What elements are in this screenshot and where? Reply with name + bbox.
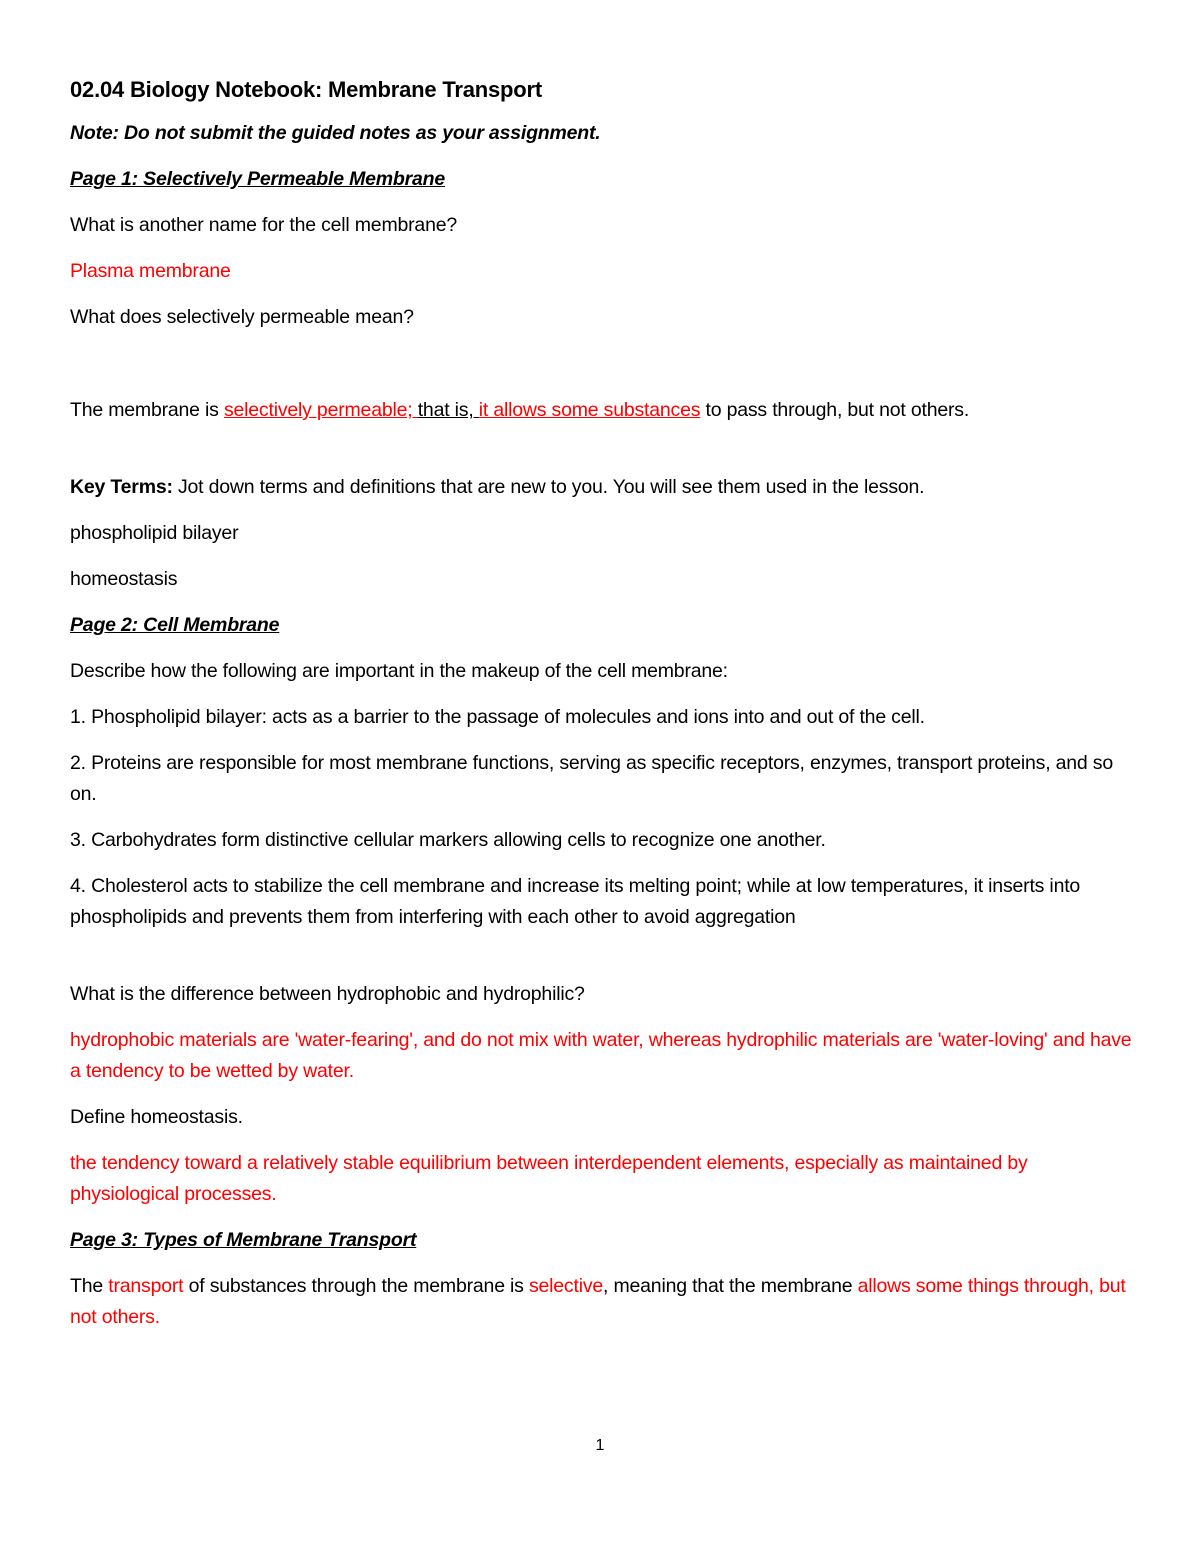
- question-selectively-permeable: What does selectively permeable mean?: [70, 306, 414, 328]
- membrane-transport-sentence: [70, 1271, 1132, 1333]
- question-hydrophobic-hydrophilic: What is the difference between hydrophobic and hydrophilic?: [70, 983, 585, 1005]
- list-item: 1. Phospholipid bilayer: acts as a barrier to the passage of molecules and ions into and out of the cell.: [70, 706, 925, 728]
- key-terms-label: Key Terms:: [70, 476, 173, 498]
- answer-cell-membrane-name: Plasma membrane: [70, 260, 231, 282]
- answer-blank: selectively permeable;: [223, 399, 418, 421]
- question-cell-membrane-name: What is another name for the cell membrane?: [70, 214, 458, 236]
- key-terms-paragraph: [70, 472, 1132, 503]
- sentence-text: of substances through the membrane is: [183, 1275, 529, 1297]
- list-item: 3. Carbohydrates form distinctive cellular markers allowing cells to recognize one another.: [70, 829, 826, 851]
- list-item: 4. Cholesterol acts to stabilize the cell membrane and increase its melting point; while at low temperatures, it inserts into phospholipids and prevents them from interfering with each other to avoid aggregation: [70, 875, 1081, 928]
- section-heading-page-3: Page 3: Types of Membrane Transport: [70, 1229, 417, 1251]
- membrane-makeup-prompt: Describe how the following are important in the makeup of the cell membrane:: [70, 660, 728, 682]
- key-term-item: homeostasis: [70, 568, 178, 590]
- note-text: Note: Do not submit the guided notes as your assignment.: [70, 122, 601, 144]
- selectively-permeable-sentence: [70, 395, 1132, 426]
- answer-blank: allows some things through, but not others.: [70, 1275, 1126, 1328]
- answer-define-homeostasis: the tendency toward a relatively stable equilibrium between interdependent elements, especially as maintained by physiological processes.: [70, 1152, 1028, 1205]
- answer-blank: selective: [528, 1275, 604, 1297]
- section-heading-page-1: Page 1: Selectively Permeable Membrane: [70, 168, 446, 190]
- sentence-text: to pass through, but not others.: [700, 399, 970, 421]
- answer-blank: it allows some substances: [478, 399, 701, 421]
- key-term-item: phospholipid bilayer: [70, 522, 239, 544]
- section-heading-page-2: Page 2: Cell Membrane: [70, 614, 280, 636]
- key-terms-instructions: Jot down terms and definitions that are new to you. You will see them used in the lesson.: [172, 476, 925, 498]
- answer-blank: transport: [108, 1275, 184, 1297]
- sentence-text: The: [70, 1275, 109, 1297]
- list-item: 2. Proteins are responsible for most membrane functions, serving as specific receptors, enzymes, transport proteins, and so on.: [70, 752, 1113, 805]
- document-title: 02.04 Biology Notebook: Membrane Transport: [70, 77, 543, 102]
- document-page: [70, 74, 1132, 1348]
- answer-hydrophobic-hydrophilic: hydrophobic materials are 'water-fearing', and do not mix with water, whereas hydrophilic materials are 'water-loving' and have a tendency to be wetted by water.: [70, 1029, 1132, 1082]
- page-number: 1: [595, 1437, 605, 1454]
- question-define-homeostasis: Define homeostasis.: [70, 1106, 243, 1128]
- sentence-text: , meaning that the membrane: [603, 1275, 858, 1297]
- sentence-text: that is,: [417, 399, 479, 421]
- sentence-text: The membrane is: [70, 399, 224, 421]
